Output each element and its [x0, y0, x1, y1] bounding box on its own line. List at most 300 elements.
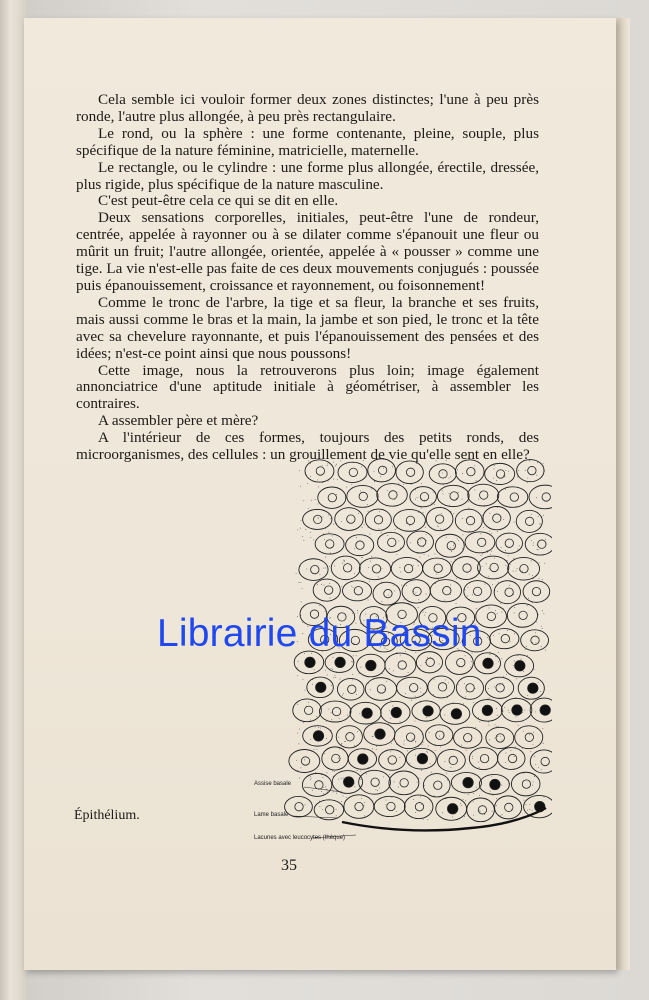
stipple-dot	[533, 542, 534, 543]
stipple-dot	[308, 508, 309, 509]
stipple-dot	[442, 812, 443, 813]
cell	[319, 701, 351, 722]
stipple-dot	[527, 810, 528, 811]
stipple-dot	[359, 673, 360, 674]
stipple-dot	[491, 551, 492, 552]
stipple-dot	[509, 712, 510, 713]
stipple-dot	[310, 776, 311, 777]
stipple-dot	[396, 811, 397, 812]
stipple-dot	[384, 689, 385, 690]
stipple-dot	[364, 749, 365, 750]
book-cover-edge	[0, 0, 26, 1000]
stipple-dot	[525, 470, 526, 471]
stipple-dot	[496, 726, 497, 727]
cell-nucleus	[356, 541, 364, 549]
cell	[429, 464, 456, 484]
cell-nucleus	[473, 587, 481, 595]
leucocyte-nucleus	[482, 705, 492, 715]
stipple-dot	[303, 540, 304, 541]
cell-nucleus	[464, 733, 472, 741]
cell-nucleus	[355, 802, 363, 810]
stipple-dot	[497, 591, 498, 592]
stipple-dot	[331, 712, 332, 713]
stipple-dot	[493, 635, 494, 636]
stipple-dot	[335, 677, 336, 678]
stipple-dot	[386, 681, 387, 682]
stipple-dot	[389, 774, 390, 775]
stipple-dot	[374, 481, 375, 482]
stipple-dot	[336, 523, 337, 524]
stipple-dot	[420, 665, 421, 666]
cell	[516, 510, 542, 532]
stipple-dot	[390, 700, 391, 701]
stipple-dot	[505, 470, 506, 471]
stipple-dot	[534, 669, 535, 670]
cell	[464, 581, 492, 603]
stipple-dot	[366, 773, 367, 774]
stipple-dot	[418, 607, 419, 608]
stipple-dot	[303, 500, 304, 501]
stipple-dot	[308, 461, 309, 462]
cell	[456, 676, 483, 699]
stipple-dot	[371, 488, 372, 489]
stipple-dot	[486, 563, 487, 564]
stipple-dot	[435, 554, 436, 555]
stipple-dot	[478, 499, 479, 500]
stipple-dot	[303, 722, 304, 723]
stipple-dot	[481, 555, 482, 556]
stipple-dot	[406, 523, 407, 524]
stipple-dot	[415, 696, 416, 697]
stipple-dot	[516, 678, 517, 679]
cell	[437, 749, 465, 771]
stipple-dot	[440, 746, 441, 747]
stipple-dot	[542, 610, 543, 611]
stipple-dot	[329, 583, 330, 584]
stipple-dot	[479, 810, 480, 811]
stipple-dot	[513, 571, 514, 572]
stipple-dot	[505, 753, 506, 754]
cell-nucleus	[505, 539, 513, 547]
stipple-dot	[490, 791, 491, 792]
watermark: Librairie du Bassin	[157, 612, 482, 655]
stipple-dot	[532, 575, 533, 576]
leucocyte-nucleus	[483, 658, 493, 668]
stipple-dot	[541, 626, 542, 627]
cell	[289, 749, 320, 772]
stipple-dot	[480, 533, 481, 534]
stipple-dot	[447, 697, 448, 698]
stipple-dot	[393, 670, 394, 671]
leucocyte-nucleus	[451, 709, 461, 719]
stipple-dot	[421, 804, 422, 805]
stipple-dot	[501, 658, 502, 659]
stipple-dot	[473, 793, 474, 794]
cell-nucleus	[406, 468, 414, 476]
cell-nucleus	[505, 803, 513, 811]
stipple-dot	[441, 513, 442, 514]
stipple-dot	[479, 721, 480, 722]
stipple-dot	[347, 715, 348, 716]
stipple-dot	[331, 668, 332, 669]
stipple-dot	[302, 588, 303, 589]
cell-nucleus	[404, 564, 412, 572]
stipple-dot	[361, 798, 362, 799]
stipple-dot	[415, 489, 416, 490]
stipple-dot	[523, 671, 524, 672]
stipple-dot	[398, 483, 399, 484]
cell	[303, 509, 332, 529]
cell	[426, 507, 453, 530]
stipple-dot	[446, 460, 447, 461]
stipple-dot	[333, 524, 334, 525]
stipple-dot	[425, 527, 426, 528]
stipple-dot	[379, 788, 380, 789]
stipple-dot	[442, 490, 443, 491]
stipple-dot	[537, 549, 538, 550]
stipple-dot	[435, 583, 436, 584]
stipple-dot	[498, 582, 499, 583]
stipple-dot	[517, 477, 518, 478]
stipple-dot	[338, 779, 339, 780]
stipple-dot	[415, 755, 416, 756]
stipple-dot	[317, 479, 318, 480]
stipple-dot	[391, 743, 392, 744]
cell	[336, 726, 362, 748]
stipple-dot	[545, 539, 546, 540]
stipple-dot	[488, 698, 489, 699]
stipple-dot	[467, 595, 468, 596]
stipple-dot	[364, 802, 365, 803]
cell	[508, 557, 540, 580]
cell-nucleus	[315, 781, 323, 789]
cell	[305, 460, 334, 482]
stipple-dot	[403, 744, 404, 745]
page-number: 35	[281, 857, 297, 874]
paragraph: Cela semble ici vouloir former deux zones distinctes; l'une à peu près ronde, l'autre plus allongée, à peu près rectangulaire.	[76, 91, 539, 125]
stipple-dot	[436, 460, 437, 461]
stipple-dot	[400, 547, 401, 548]
stipple-dot	[305, 804, 306, 805]
stipple-dot	[311, 500, 312, 501]
stipple-dot	[415, 741, 416, 742]
figure-label: Assise basale	[254, 781, 292, 787]
cell	[529, 485, 552, 509]
cell	[455, 460, 484, 484]
stipple-dot	[444, 761, 445, 762]
stipple-dot	[328, 480, 329, 481]
cell-nucleus	[398, 661, 406, 669]
stipple-dot	[529, 574, 530, 575]
cell-nucleus	[406, 733, 414, 741]
cell	[385, 653, 416, 677]
stipple-dot	[387, 535, 388, 536]
stipple-dot	[327, 792, 328, 793]
stipple-dot	[473, 702, 474, 703]
stipple-dot	[435, 750, 436, 751]
stipple-dot	[303, 679, 304, 680]
stipple-dot	[536, 475, 537, 476]
stipple-dot	[528, 598, 529, 599]
stipple-dot	[398, 541, 399, 542]
stipple-dot	[488, 688, 489, 689]
stipple-dot	[450, 547, 451, 548]
stipple-dot	[451, 551, 452, 552]
leucocyte-nucleus	[305, 657, 315, 667]
cell	[315, 534, 344, 554]
stipple-dot	[525, 649, 526, 650]
cell-nucleus	[542, 493, 550, 501]
stipple-dot	[489, 739, 490, 740]
body-text	[76, 92, 539, 464]
cell	[455, 509, 482, 532]
stipple-dot	[394, 590, 395, 591]
stipple-dot	[521, 659, 522, 660]
stipple-dot	[399, 567, 400, 568]
stipple-dot	[497, 613, 498, 614]
stipple-dot	[368, 600, 369, 601]
stipple-dot	[336, 793, 337, 794]
stipple-dot	[466, 692, 467, 693]
stipple-dot	[300, 767, 301, 768]
stipple-dot	[514, 607, 515, 608]
stipple-dot	[306, 568, 307, 569]
stipple-dot	[344, 560, 345, 561]
cell	[428, 676, 455, 698]
stipple-dot	[505, 476, 506, 477]
cell	[344, 795, 374, 818]
paragraph: C'est peut-être cela ce qui se dit en elle.	[98, 192, 339, 210]
cell	[494, 581, 520, 604]
stipple-dot	[514, 756, 515, 757]
stipple-dot	[346, 487, 347, 488]
stipple-dot	[500, 815, 501, 816]
stipple-dot	[433, 492, 434, 493]
stipple-dot	[395, 529, 396, 530]
stipple-dot	[333, 791, 334, 792]
stipple-dot	[346, 797, 347, 798]
stipple-dot	[324, 753, 325, 754]
cell-nucleus	[466, 684, 474, 692]
stipple-dot	[392, 562, 393, 563]
cell	[373, 582, 400, 605]
cell-nucleus	[314, 515, 322, 523]
stipple-dot	[465, 696, 466, 697]
stipple-dot	[381, 601, 382, 602]
cell-nucleus	[384, 589, 392, 597]
stipple-dot	[301, 520, 302, 521]
stipple-dot	[462, 473, 463, 474]
stipple-dot	[490, 654, 491, 655]
paragraph: Comme le tronc de l'arbre, la tige et sa fleur, la branche et ses fruits, mais aussi comme le bras et la main, la jambe et son pied, le tronc et la tête avec sa chevelure rayonnante, et puis l'épanouissement des pensées et des idées; n'est-ce point ainsi que nous poussons!	[76, 293, 539, 362]
stipple-dot	[503, 519, 504, 520]
cell	[338, 462, 367, 482]
stipple-dot	[543, 515, 544, 516]
stipple-dot	[479, 795, 480, 796]
cell	[389, 771, 419, 795]
leucocyte-nucleus	[490, 779, 500, 789]
stipple-dot	[338, 737, 339, 738]
stipple-dot	[529, 804, 530, 805]
stipple-dot	[356, 537, 357, 538]
cell	[490, 629, 519, 649]
stipple-dot	[472, 758, 473, 759]
stipple-dot	[415, 812, 416, 813]
stipple-dot	[423, 546, 424, 547]
stipple-dot	[361, 466, 362, 467]
stipple-dot	[396, 554, 397, 555]
stipple-dot	[458, 492, 459, 493]
stipple-dot	[428, 555, 429, 556]
cell	[365, 509, 391, 530]
cell	[423, 558, 452, 578]
stipple-dot	[336, 494, 337, 495]
cell-nucleus	[435, 515, 443, 523]
stipple-dot	[331, 685, 332, 686]
stipple-dot	[485, 584, 486, 585]
stipple-dot	[513, 665, 514, 666]
stipple-dot	[315, 772, 316, 773]
stipple-dot	[336, 815, 337, 816]
stipple-dot	[360, 771, 361, 772]
stipple-dot	[298, 661, 299, 662]
stipple-dot	[533, 732, 534, 733]
stipple-dot	[457, 469, 458, 470]
figure-label: Lacunes avec leucocytes (thèque)	[254, 835, 346, 841]
cell-nucleus	[457, 658, 465, 666]
cell-nucleus	[505, 588, 513, 596]
stipple-dot	[322, 482, 323, 483]
stipple-dot	[476, 608, 477, 609]
stipple-dot	[501, 740, 502, 741]
stipple-dot	[538, 767, 539, 768]
stipple-dot	[501, 785, 502, 786]
stipple-dot	[301, 601, 302, 602]
stipple-dot	[367, 504, 368, 505]
stipple-dot	[322, 777, 323, 778]
stipple-dot	[496, 480, 497, 481]
stipple-dot	[420, 557, 421, 558]
cell-nucleus	[372, 565, 380, 573]
stipple-dot	[325, 786, 326, 787]
stipple-dot	[352, 679, 353, 680]
stipple-dot	[465, 800, 466, 801]
stipple-dot	[324, 585, 325, 586]
stipple-dot	[334, 771, 335, 772]
stipple-dot	[421, 483, 422, 484]
cell-nucleus	[409, 684, 417, 692]
cell	[469, 748, 497, 770]
cell	[359, 770, 391, 794]
stipple-dot	[387, 490, 388, 491]
cell-nucleus	[463, 564, 471, 572]
stipple-dot	[532, 744, 533, 745]
stipple-dot	[427, 819, 428, 820]
stipple-dot	[489, 513, 490, 514]
stipple-dot	[315, 726, 316, 727]
stipple-dot	[473, 815, 474, 816]
cell-nucleus	[449, 756, 457, 764]
cell-nucleus	[496, 734, 504, 742]
stipple-dot	[449, 505, 450, 506]
stipple-dot	[440, 528, 441, 529]
stipple-dot	[544, 563, 545, 564]
stipple-dot	[406, 585, 407, 586]
stipple-dot	[318, 727, 319, 728]
stipple-dot	[380, 476, 381, 477]
cell	[402, 580, 430, 603]
stipple-dot	[487, 550, 488, 551]
stipple-dot	[413, 799, 414, 800]
stipple-dot	[318, 518, 319, 519]
stipple-dot	[420, 692, 421, 693]
stipple-dot	[496, 805, 497, 806]
stipple-dot	[484, 814, 485, 815]
cell-nucleus	[343, 564, 351, 572]
stipple-dot	[452, 816, 453, 817]
stipple-dot	[417, 497, 418, 498]
stipple-dot	[336, 464, 337, 465]
cell-nucleus	[332, 707, 340, 715]
stipple-dot	[478, 717, 479, 718]
stipple-dot	[378, 528, 379, 529]
stipple-dot	[392, 797, 393, 798]
stipple-dot	[489, 568, 490, 569]
stipple-dot	[542, 579, 543, 580]
stipple-dot	[510, 564, 511, 565]
stipple-dot	[494, 558, 495, 559]
cell-nucleus	[487, 612, 495, 620]
stipple-dot	[329, 566, 330, 567]
cell	[437, 485, 469, 506]
stipple-dot	[489, 725, 490, 726]
stipple-dot	[323, 533, 324, 534]
cell-nucleus	[354, 587, 362, 595]
stipple-dot	[354, 573, 355, 574]
stipple-dot	[527, 695, 528, 696]
stipple-dot	[389, 668, 390, 669]
cell-nucleus	[531, 636, 539, 644]
stipple-dot	[493, 468, 494, 469]
cell	[394, 509, 426, 531]
stipple-dot	[436, 574, 437, 575]
leucocyte-nucleus	[463, 777, 473, 787]
cell-nucleus	[434, 564, 442, 572]
stipple-dot	[491, 776, 492, 777]
stipple-dot	[419, 668, 420, 669]
stipple-dot	[343, 693, 344, 694]
stipple-dot	[323, 568, 324, 569]
stipple-dot	[496, 798, 497, 799]
stipple-dot	[420, 540, 421, 541]
cell	[486, 727, 514, 748]
stipple-dot	[335, 465, 336, 466]
cell-nucleus	[304, 706, 312, 714]
stipple-dot	[499, 685, 500, 686]
stipple-dot	[369, 534, 370, 535]
stipple-dot	[495, 656, 496, 657]
stipple-dot	[299, 778, 300, 779]
stipple-dot	[461, 745, 462, 746]
cell	[521, 630, 549, 651]
cell-nucleus	[326, 540, 334, 548]
stipple-dot	[400, 572, 401, 573]
stipple-dot	[497, 715, 498, 716]
stipple-dot	[323, 787, 324, 788]
stipple-dot	[332, 787, 333, 788]
cell-nucleus	[520, 565, 528, 573]
stipple-dot	[325, 670, 326, 671]
